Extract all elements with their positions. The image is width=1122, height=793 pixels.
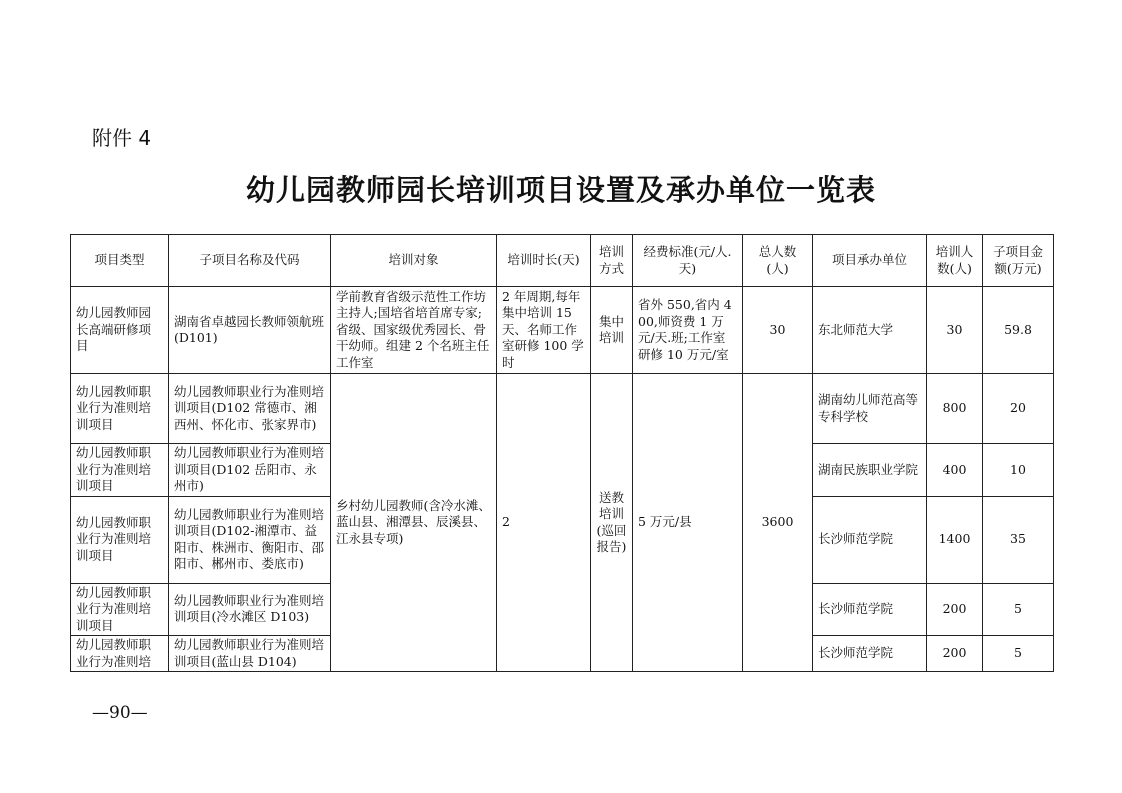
page-number: —90— — [92, 703, 148, 723]
header-mode: 培训方式 — [591, 235, 633, 287]
cell-mode: 集中培训 — [591, 287, 633, 374]
cell-count: 30 — [927, 287, 983, 374]
document-title: 幼儿园教师园长培训项目设置及承办单位一览表 — [245, 173, 876, 207]
cell-type: 幼儿园教师职业行为准则培训项目 — [71, 496, 169, 583]
header-duration: 培训时长(天) — [497, 235, 591, 287]
cell-amount: 35 — [983, 496, 1054, 583]
cell-count: 200 — [927, 583, 983, 636]
attachment-label: 附件 4 — [92, 126, 152, 150]
cell-sub-name: 幼儿园教师职业行为准则培训项目(D102-湘潭市、益阳市、株洲市、衡阳市、邵阳市、郴州市、娄底市) — [169, 496, 331, 583]
cell-amount: 20 — [983, 374, 1054, 444]
cell-duration: 2 年周期,每年集中培训 15 天、名师工作室研修 100 学时 — [497, 287, 591, 374]
cell-sub-name: 幼儿园教师职业行为准则培训项目(蓝山县 D104) — [169, 636, 331, 672]
header-unit: 项目承办单位 — [813, 235, 927, 287]
cell-unit: 湖南民族职业学院 — [813, 444, 927, 497]
project-table — [70, 234, 1054, 672]
cell-amount: 10 — [983, 444, 1054, 497]
header-sub-name: 子项目名称及代码 — [169, 235, 331, 287]
header-type: 项目类型 — [71, 235, 169, 287]
header-total: 总人数(人) — [743, 235, 813, 287]
cell-unit: 长沙师范学院 — [813, 583, 927, 636]
cell-target-shared: 乡村幼儿园教师(含冷水滩、蓝山县、湘潭县、辰溪县、江永县专项) — [331, 374, 497, 672]
cell-sub-name: 幼儿园教师职业行为准则培训项目(D102 岳阳市、永州市) — [169, 444, 331, 497]
cell-fee-shared: 5 万元/县 — [633, 374, 743, 672]
cell-type: 幼儿园教师职业行为准则培训项目 — [71, 583, 169, 636]
header-amount: 子项目金 额(万元) — [983, 235, 1054, 287]
cell-type: 幼儿园教师职业行为准则培训项目 — [71, 374, 169, 444]
cell-type: 幼儿园教师园长高端研修项目 — [71, 287, 169, 374]
header-row — [71, 235, 1054, 287]
cell-unit: 湖南幼儿师范高等专科学校 — [813, 374, 927, 444]
cell-unit: 长沙师范学院 — [813, 636, 927, 672]
cell-count: 800 — [927, 374, 983, 444]
cell-count: 400 — [927, 444, 983, 497]
cell-amount: 5 — [983, 636, 1054, 672]
header-target: 培训对象 — [331, 235, 497, 287]
cell-target: 学前教育省级示范性工作坊主持人;国培省培首席专家;省级、国家级优秀园长、骨干幼师。组建 2 个名班主任工作室 — [331, 287, 497, 374]
cell-count: 200 — [927, 636, 983, 672]
cell-type: 幼儿园教师职业行为准则培训项目 — [71, 444, 169, 497]
cell-sub-name: 湖南省卓越园长教师领航班(D101) — [169, 287, 331, 374]
cell-sub-name: 幼儿园教师职业行为准则培训项目(D102 常德市、湘西州、怀化市、张家界市) — [169, 374, 331, 444]
header-fee: 经费标准(元/人.天) — [633, 235, 743, 287]
cell-total: 30 — [743, 287, 813, 374]
cell-type: 幼儿园教师职业行为准则培 — [71, 636, 169, 672]
cell-unit: 东北师范大学 — [813, 287, 927, 374]
cell-mode-shared: 送教培训(巡回报告) — [591, 374, 633, 672]
cell-duration-shared: 2 — [497, 374, 591, 672]
cell-unit: 长沙师范学院 — [813, 496, 927, 583]
cell-amount: 5 — [983, 583, 1054, 636]
cell-amount: 59.8 — [983, 287, 1054, 374]
cell-fee: 省外 550,省内 400,师资费 1 万元/天.班;工作室研修 10 万元/室 — [633, 287, 743, 374]
table-row — [71, 287, 1054, 374]
header-count: 培训人数(人) — [927, 235, 983, 287]
cell-total-shared: 3600 — [743, 374, 813, 672]
cell-sub-name: 幼儿园教师职业行为准则培训项目(冷水滩区 D103) — [169, 583, 331, 636]
table-row — [71, 374, 1054, 444]
cell-count: 1400 — [927, 496, 983, 583]
